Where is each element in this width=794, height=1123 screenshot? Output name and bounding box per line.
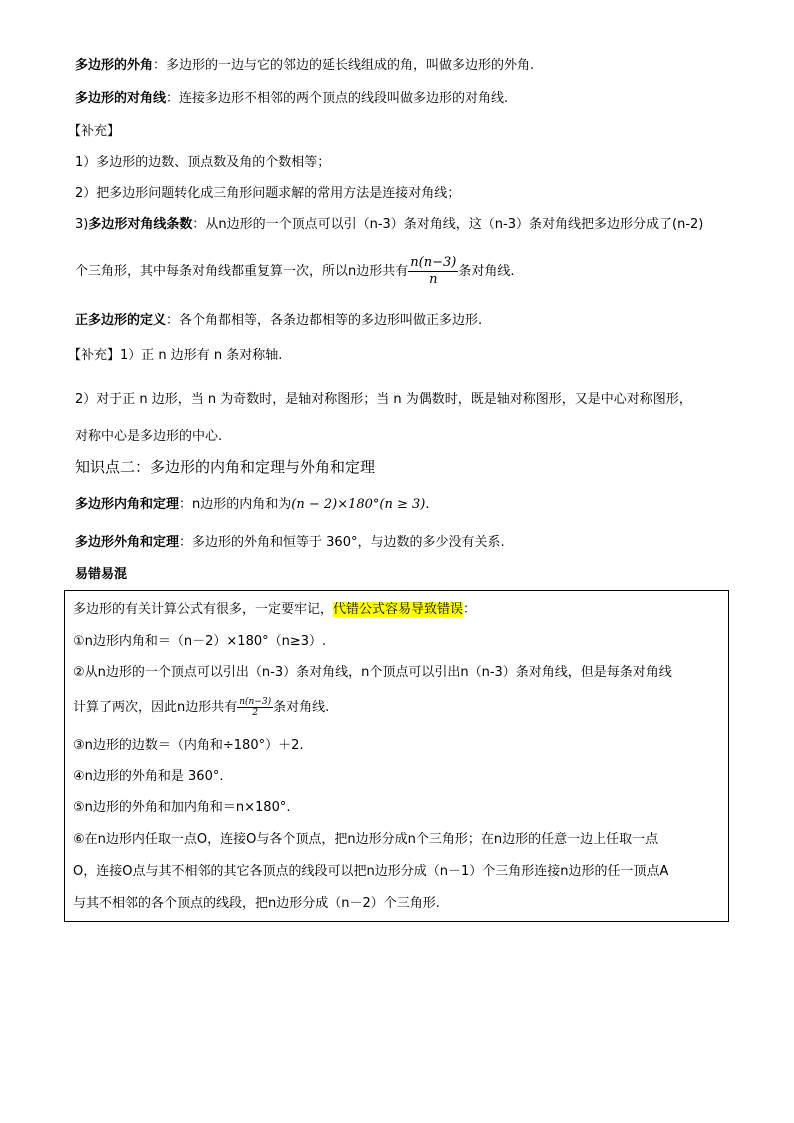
supplement-item-1: 1）多边形的边数、顶点数及角的个数相等； bbox=[75, 155, 331, 170]
box-l4-post: 条对角线. bbox=[273, 700, 330, 715]
regular-item-2b: 对称中心是多边形的中心. bbox=[75, 429, 223, 444]
box-line-10: 与其不相邻的各个顶点的线段，把n边形分成（n－2）个三角形. bbox=[73, 896, 440, 911]
box-line-3: ②从n边形的一个顶点可以引出（n-3）条对角线，n个顶点可以引出n（n-3）条对角线，但是每条对角线 bbox=[73, 665, 672, 680]
highlighted-warning: 代错公式容易导致错误 bbox=[333, 602, 464, 617]
regular-item-2a: 2）对于正 n 边形，当 n 为奇数时，是轴对称图形；当 n 为偶数时，既是轴对称图形，又是中心对称图形， bbox=[75, 392, 692, 407]
line-diagonal bbox=[75, 90, 508, 108]
mistakes-box bbox=[64, 590, 729, 922]
box-l4-pre: 计算了两次，因此n边形共有 bbox=[73, 700, 238, 715]
term-exterior-sum: 多边形外角和定理 bbox=[75, 535, 180, 550]
line-regular-polygon bbox=[75, 312, 482, 330]
line-exterior-angle bbox=[75, 57, 534, 75]
supplement-item-3-cont bbox=[75, 254, 514, 290]
box-line-7: ⑤n边形的外角和加内角和＝n×180°. bbox=[73, 800, 291, 815]
fraction-diagonals bbox=[408, 255, 458, 288]
box-line-8: ⑥在n边形内任取一点O，连接O与各个顶点，把n边形分成n个三角形；在n边形的任意一边上任取一点 bbox=[73, 832, 659, 847]
line-interior-sum bbox=[75, 496, 430, 514]
term-exterior-angle: 多边形的外角 bbox=[75, 58, 154, 73]
term-diagonal-count: 多边形对角线条数 bbox=[88, 217, 193, 232]
box-l1-pre: 多边形的有关计算公式有很多，一定要牢记， bbox=[73, 602, 334, 617]
supplement2-label: 【补充】 bbox=[68, 348, 121, 363]
s3b-post: 条对角线. bbox=[458, 264, 515, 279]
line-exterior-sum bbox=[75, 534, 505, 552]
box-line-6: ④n边形的外角和是 360°. bbox=[73, 769, 224, 784]
s3-prefix: 3) bbox=[75, 217, 89, 232]
text-exterior-sum: ：多边形的外角和恒等于 360°，与边数的多少没有关系. bbox=[179, 535, 505, 550]
mistakes-title: 易错易混 bbox=[75, 567, 128, 582]
knowledge-point-2-heading: 知识点二：多边形的内角和定理与外角和定理 bbox=[75, 458, 376, 476]
text-exterior-angle: ：多边形的一边与它的邻边的延长线组成的角，叫做多边形的外角. bbox=[153, 58, 535, 73]
box-fraction-denominator: 2 bbox=[252, 708, 259, 718]
term-interior-sum: 多边形内角和定理 bbox=[75, 497, 180, 512]
box-fraction bbox=[237, 697, 273, 718]
supplement-item-2: 2）把多边形问题转化成三角形问题求解的常用方法是连接对角线； bbox=[75, 186, 461, 201]
box-l1-post: ： bbox=[463, 602, 477, 617]
interior-formula: (n − 2)×180°(n ≥ 3) bbox=[291, 497, 426, 512]
box-line-9: O，连接O点与其不相邻的其它各顶点的线段可以把n边形分成（n－1）个三角形连接n边形的任一顶点A bbox=[73, 864, 669, 879]
text-regular-polygon: ：各个角都相等，各条边都相等的多边形叫做正多边形. bbox=[166, 313, 483, 328]
box-line-2: ①n边形内角和＝（n－2）×180°（n≥3）. bbox=[73, 634, 327, 649]
term-diagonal: 多边形的对角线 bbox=[75, 91, 167, 106]
s3b-pre: 个三角形，其中每条对角线都重复算一次，所以n边形共有 bbox=[75, 264, 409, 279]
term-regular-polygon: 正多边形的定义 bbox=[75, 313, 167, 328]
line-supplement-2 bbox=[68, 347, 282, 365]
s3-text: ：从n边形的一个顶点可以引（n-3）条对角线，这（n-3）条对角线把多边形分成了(n-2) bbox=[192, 217, 704, 232]
supplement-item-3 bbox=[75, 216, 703, 234]
box-line-1 bbox=[73, 601, 476, 619]
supplement2-text: 1）正 n 边形有 n 条对称轴. bbox=[120, 348, 283, 363]
interior-post: . bbox=[425, 497, 430, 512]
fraction-numerator: n(n−3) bbox=[410, 255, 457, 270]
interior-pre: ：n边形的内角和为 bbox=[179, 497, 292, 512]
text-diagonal: ：连接多边形不相邻的两个顶点的线段叫做多边形的对角线. bbox=[166, 91, 509, 106]
fraction-denominator: n bbox=[429, 272, 438, 287]
box-line-5: ③n边形的边数＝（内角和÷180°）＋2. bbox=[73, 738, 304, 753]
box-line-4 bbox=[73, 695, 329, 721]
box-fraction-numerator: n(n−3) bbox=[239, 697, 272, 707]
supplement-heading: 【补充】 bbox=[68, 124, 121, 139]
